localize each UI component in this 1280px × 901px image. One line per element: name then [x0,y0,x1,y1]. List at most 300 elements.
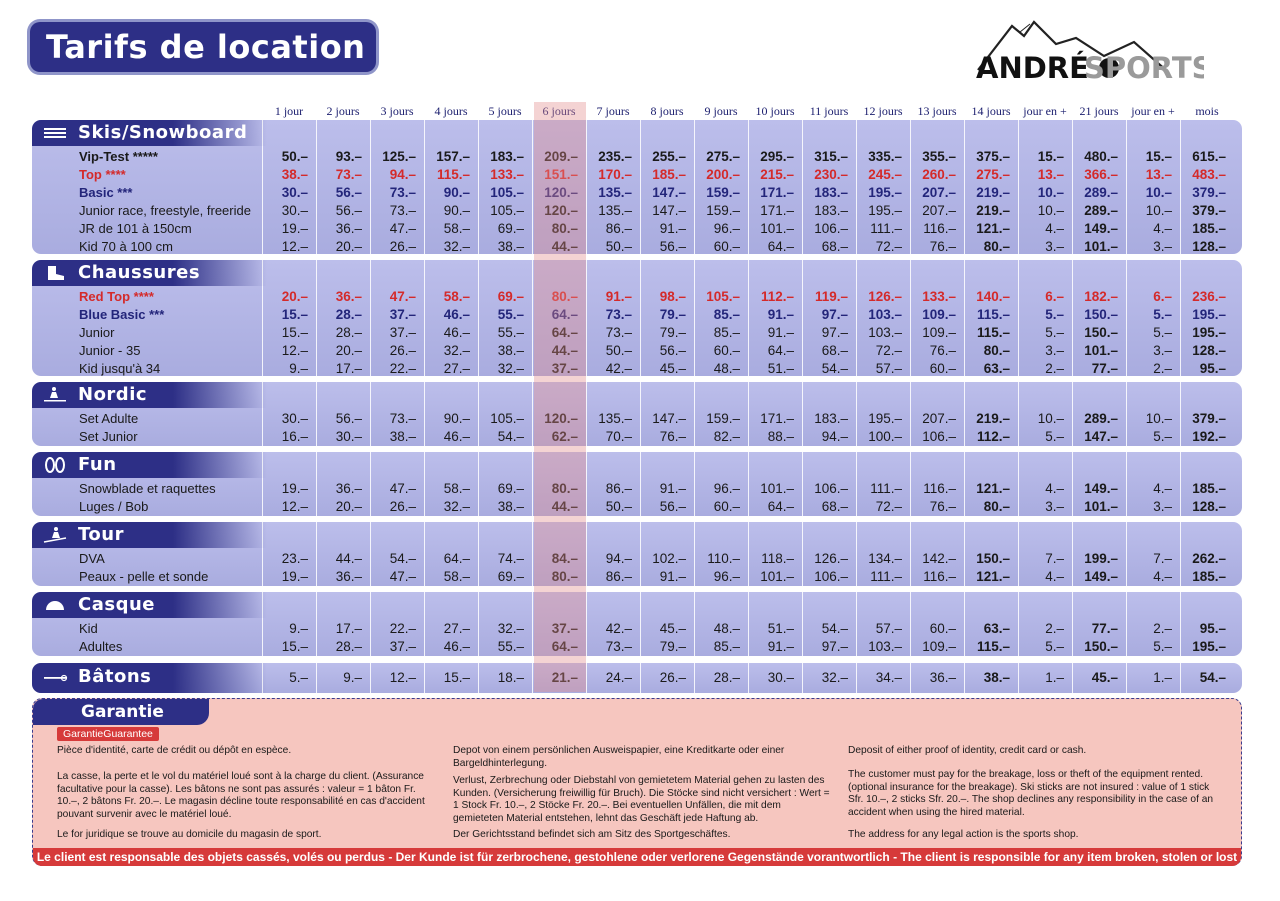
price-cell: 103.– [868,325,902,340]
price-cell: 64.– [767,343,794,358]
price-cell: 34.– [875,670,902,685]
price-cell: 30.– [281,185,308,200]
price-cell: 56.– [659,343,686,358]
price-cell: 2.– [1153,361,1172,376]
price-cell: 20.– [281,289,308,304]
price-cell: 38.– [389,429,416,444]
helmet-icon [42,596,68,614]
table-row [32,638,1242,656]
table-row [32,342,1242,360]
section-1 [32,260,1242,376]
garantie-en-p3: The address for any legal action is the sports shop. [848,829,1079,840]
price-cell: 5.– [289,670,308,685]
price-cell: 32.– [497,361,524,376]
price-cell: 80.– [551,569,578,584]
price-cell: 121.– [976,481,1010,496]
price-cell: 5.– [1153,325,1172,340]
price-cell: 121.– [976,221,1010,236]
price-cell: 79.– [659,307,686,322]
price-cell: 150.– [1084,639,1118,654]
price-cell: 45.– [659,621,686,636]
price-cell: 1.– [1153,670,1172,685]
price-cell: 22.– [389,621,416,636]
price-cell: 19.– [281,221,308,236]
table-row [32,620,1242,638]
price-cell: 70.– [605,429,632,444]
responsibility-footer: Le client est responsable des objets cassés, volés ou perdus - Der Kunde ist für zerbrochene, gestohlene oder verlorene Gegenstände vorantwortlich - The client is responsible for any item broken, stolen or lost [33,848,1241,866]
column-header: 14 jours [971,104,1011,118]
price-cell: 95.– [1199,361,1226,376]
price-cell: 46.– [443,429,470,444]
price-cell: 76.– [929,239,956,254]
price-cell: 20.– [335,239,362,254]
price-cell: 255.– [652,149,686,164]
price-cell: 375.– [976,149,1010,164]
nordic-ski-icon [42,386,68,404]
price-cell: 37.– [551,621,578,636]
price-cell: 93.– [335,149,362,164]
ski-icon [42,124,68,142]
garantie-de-p3: Der Gerichtsstand befindet sich am Sitz des Sportgeschäftes. [453,829,731,840]
price-cell: 135.– [598,185,632,200]
price-cell: 2.– [1045,361,1064,376]
price-cell: 51.– [767,621,794,636]
price-cell: 2.– [1045,621,1064,636]
price-cell: 128.– [1192,499,1226,514]
column-header: 9 jours [704,104,738,118]
price-cell: 91.– [659,221,686,236]
column-header: 13 jours [917,104,957,118]
price-cell: 101.– [1084,343,1118,358]
price-cell: 105.– [706,289,740,304]
price-cell: 20.– [335,499,362,514]
highlight-6-days [534,102,586,692]
price-cell: 68.– [821,239,848,254]
price-cell: 195.– [1192,639,1226,654]
price-cell: 51.– [767,361,794,376]
table-row [32,202,1242,220]
price-cell: 101.– [760,481,794,496]
price-cell: 111.– [870,481,902,496]
price-cell: 62.– [551,429,578,444]
price-cell: 157.– [436,149,470,164]
column-header: 21 jours [1079,104,1119,118]
price-cell: 56.– [335,411,362,426]
price-cell: 149.– [1084,569,1118,584]
section-title: Fun [78,454,117,475]
price-cell: 19.– [281,481,308,496]
price-cell: 4.– [1045,221,1064,236]
section-header [32,592,267,618]
price-cell: 77.– [1091,621,1118,636]
price-cell: 54.– [1199,670,1226,685]
price-cell: 50.– [605,343,632,358]
price-cell: 36.– [335,221,362,236]
price-cell: 12.– [389,670,416,685]
price-cell: 150.– [976,551,1010,566]
price-cell: 72.– [875,239,902,254]
price-cell: 230.– [814,167,848,182]
price-cell: 69.– [497,569,524,584]
price-cell: 73.– [605,639,632,654]
price-cell: 275.– [706,149,740,164]
row-label: Junior [79,325,115,340]
price-cell: 9.– [289,621,308,636]
price-cell: 140.– [976,289,1010,304]
price-cell: 48.– [713,621,740,636]
section-0 [32,120,1242,254]
row-label: Blue Basic *** [79,307,165,322]
price-cell: 22.– [389,361,416,376]
section-title: Skis/Snowboard [78,122,248,143]
price-cell: 335.– [868,149,902,164]
price-cell: 94.– [605,551,632,566]
price-cell: 3.– [1045,239,1064,254]
price-cell: 483.– [1192,167,1226,182]
price-cell: 68.– [821,343,848,358]
price-cell: 12.– [281,343,308,358]
price-cell: 105.– [490,411,524,426]
price-cell: 32.– [443,499,470,514]
table-row [32,166,1242,184]
price-cell: 21.– [551,670,578,685]
row-label: Kid 70 à 100 cm [79,239,173,254]
price-cell: 10.– [1037,411,1064,426]
price-cell: 28.– [335,325,362,340]
price-cell: 116.– [923,221,956,236]
price-cell: 200.– [706,167,740,182]
price-cell: 116.– [923,481,956,496]
price-cell: 7.– [1153,551,1172,566]
price-cell: 101.– [760,569,794,584]
row-label: Set Adulte [79,411,139,426]
garantie-en-p2: The customer must pay for the breakage, loss or theft of the equipment rented. (optional insurance for the breakage). Ski sticks are not insured : value of 1 stick Sfr. 10.–, 2 sticks Sfr. 20.–. The shop declines any responsibility in the case of an accident when using the hired material. [848,769,1214,818]
table-row [32,568,1242,586]
price-cell: 135.– [598,203,632,218]
price-cell: 36.– [335,481,362,496]
price-cell: 54.– [821,621,848,636]
price-cell: 1.– [1045,670,1064,685]
price-cell: 12.– [281,499,308,514]
price-cell: 64.– [767,239,794,254]
price-cell: 60.– [713,239,740,254]
section-title: Bâtons [78,666,152,687]
column-header: 8 jours [650,104,684,118]
price-cell: 20.– [335,343,362,358]
price-cell: 74.– [497,551,524,566]
price-cell: 45.– [659,361,686,376]
price-cell: 192.– [1192,429,1226,444]
price-cell: 102.– [652,551,686,566]
price-cell: 207.– [922,203,956,218]
price-cell: 80.– [551,289,578,304]
price-cell: 142.– [922,551,956,566]
price-cell: 120.– [544,411,578,426]
price-cell: 37.– [551,361,578,376]
price-cell: 15.– [1145,149,1172,164]
price-cell: 109.– [922,307,956,322]
price-cell: 73.– [389,203,416,218]
price-cell: 88.– [767,429,794,444]
price-cell: 2.– [1153,621,1172,636]
garantie-de-p1: Depot von einem persönlichen Ausweispapier, eine Kreditkarte oder einer Bargeldhinterlegung. [453,745,785,769]
row-label: Red Top **** [79,289,154,304]
price-cell: 91.– [659,569,686,584]
price-cell: 101.– [1084,499,1118,514]
price-cell: 101.– [1084,239,1118,254]
price-cell: 126.– [814,551,848,566]
price-cell: 119.– [814,289,848,304]
price-cell: 55.– [497,307,524,322]
price-cell: 44.– [335,551,362,566]
price-cell: 24.– [605,670,632,685]
price-cell: 85.– [713,639,740,654]
price-cell: 183.– [490,149,524,164]
price-cell: 128.– [1192,343,1226,358]
price-cell: 56.– [659,499,686,514]
price-cell: 245.– [868,167,902,182]
price-cell: 183.– [814,411,848,426]
price-cell: 46.– [443,639,470,654]
price-cell: 109.– [922,639,956,654]
price-cell: 47.– [389,481,416,496]
garantie-fr-p3: Le for juridique se trouve au domicile du magasin de sport. [57,829,322,840]
price-cell: 9.– [289,361,308,376]
price-cell: 85.– [713,325,740,340]
price-cell: 13.– [1037,167,1064,182]
price-cell: 15.– [281,325,308,340]
price-cell: 55.– [497,639,524,654]
row-label: Basic *** [79,185,133,200]
price-cell: 3.– [1153,343,1172,358]
column-header: 12 jours [863,104,903,118]
price-cell: 15.– [443,670,470,685]
price-cell: 86.– [605,569,632,584]
price-cell: 55.– [497,325,524,340]
table-row [32,498,1242,516]
price-cell: 9.– [343,670,362,685]
price-cell: 295.– [760,149,794,164]
price-cell: 207.– [922,185,956,200]
price-cell: 3.– [1045,343,1064,358]
price-cell: 5.– [1153,639,1172,654]
price-cell: 73.– [605,325,632,340]
price-cell: 115.– [976,325,1010,340]
price-cell: 30.– [281,203,308,218]
price-cell: 100.– [868,429,902,444]
price-cell: 101.– [760,221,794,236]
price-cell: 69.– [497,481,524,496]
price-cell: 150.– [1084,325,1118,340]
price-cell: 12.– [281,239,308,254]
price-cell: 120.– [544,203,578,218]
section-title: Chaussures [78,262,201,283]
price-cell: 183.– [814,185,848,200]
price-cell: 366.– [1084,167,1118,182]
price-cell: 112.– [976,429,1010,444]
section-header [32,382,267,408]
price-cell: 28.– [335,307,362,322]
price-cell: 147.– [652,203,686,218]
column-header: 10 jours [755,104,795,118]
price-cell: 15.– [281,639,308,654]
price-cell: 5.– [1045,325,1064,340]
price-cell: 10.– [1037,185,1064,200]
price-cell: 26.– [389,499,416,514]
price-cell: 60.– [713,499,740,514]
price-cell: 79.– [659,325,686,340]
price-cell: 103.– [868,307,902,322]
price-cell: 151.– [544,167,578,182]
price-cell: 42.– [605,621,632,636]
price-cell: 159.– [706,185,740,200]
price-cell: 110.– [707,551,740,566]
column-header: 7 jours [596,104,630,118]
price-cell: 64.– [551,307,578,322]
price-cell: 80.– [983,499,1010,514]
section-header [32,260,267,286]
row-label: Junior race, freestyle, freeride [79,203,251,218]
price-cell: 133.– [922,289,956,304]
price-cell: 105.– [490,185,524,200]
row-label: Vip-Test ***** [79,149,158,164]
table-row [32,480,1242,498]
price-cell: 379.– [1192,185,1226,200]
price-cell: 133.– [490,167,524,182]
price-cell: 159.– [706,203,740,218]
price-cell: 106.– [814,221,848,236]
price-cell: 289.– [1084,411,1118,426]
price-cell: 30.– [281,411,308,426]
price-cell: 219.– [976,203,1010,218]
section-3 [32,452,1242,516]
price-cell: 215.– [760,167,794,182]
price-cell: 5.– [1153,307,1172,322]
price-cell: 63.– [983,621,1010,636]
price-cell: 63.– [983,361,1010,376]
price-cell: 185.– [1192,221,1226,236]
price-cell: 56.– [659,239,686,254]
column-header: 1 jour [274,104,304,118]
page-title: Tarifs de location [46,28,366,66]
price-cell: 195.– [1192,325,1226,340]
price-cell: 60.– [713,343,740,358]
price-cell: 207.– [922,411,956,426]
price-cell: 115.– [976,639,1010,654]
price-cell: 289.– [1084,203,1118,218]
price-cell: 80.– [551,481,578,496]
price-cell: 18.– [497,670,524,685]
price-cell: 56.– [335,203,362,218]
price-cell: 37.– [389,639,416,654]
price-cell: 135.– [598,411,632,426]
price-cell: 54.– [821,361,848,376]
table-row [32,669,1242,687]
price-cell: 6.– [1045,289,1064,304]
price-cell: 72.– [875,499,902,514]
price-cell: 98.– [659,289,686,304]
price-cell: 44.– [551,499,578,514]
price-cell: 615.– [1192,149,1226,164]
price-cell: 42.– [605,361,632,376]
column-header: 11 jours [809,104,849,118]
price-cell: 3.– [1045,499,1064,514]
price-cell: 96.– [713,569,740,584]
price-cell: 27.– [443,621,470,636]
price-cell: 58.– [443,481,470,496]
price-cell: 185.– [1192,569,1226,584]
price-cell: 37.– [389,307,416,322]
garantie-fr-p2: La casse, la perte et le vol du matériel loué sont à la charge du client. (Assurance facultative pour la casse). Les bâtons ne sont pas assurés : valeur = 1 bâton Fr. 10.–, 2 bâtons Fr. 20.–. Le magasin décline toute responsabilité en cas d'accident pouvant survenir avec le matériel loué. [57,771,425,820]
price-cell: 64.– [551,639,578,654]
price-cell: 112.– [760,289,794,304]
price-cell: 90.– [443,203,470,218]
price-cell: 28.– [335,639,362,654]
price-cell: 289.– [1084,185,1118,200]
price-cell: 4.– [1045,481,1064,496]
section-header [32,120,267,146]
garantie-en-p1: Deposit of either proof of identity, credit card or cash. [848,745,1087,756]
price-cell: 125.– [382,149,416,164]
price-cell: 58.– [443,289,470,304]
price-cell: 38.– [281,167,308,182]
price-cell: 80.– [983,239,1010,254]
table-row [32,550,1242,568]
price-cell: 26.– [659,670,686,685]
price-cell: 44.– [551,239,578,254]
price-cell: 150.– [1084,307,1118,322]
price-cell: 171.– [760,411,794,426]
price-cell: 26.– [389,343,416,358]
price-cell: 120.– [544,185,578,200]
price-cell: 219.– [976,185,1010,200]
column-header: jour en + [1131,104,1175,118]
price-cell: 480.– [1084,149,1118,164]
price-cell: 170.– [598,167,632,182]
table-row [32,410,1242,428]
price-cell: 17.– [335,621,362,636]
page-title-box [30,22,376,72]
price-cell: 106.– [814,481,848,496]
price-cell: 80.– [551,221,578,236]
price-cell: 90.– [443,185,470,200]
price-cell: 19.– [281,569,308,584]
price-cell: 13.– [1145,167,1172,182]
price-cell: 90.– [443,411,470,426]
price-cell: 68.– [821,499,848,514]
price-cell: 15.– [1037,149,1064,164]
garantie-header [33,699,209,725]
table-row [32,324,1242,342]
price-cell: 58.– [443,221,470,236]
column-header: jour en + [1023,104,1067,118]
row-label: Top **** [79,167,126,182]
price-cell: 96.– [713,221,740,236]
price-cell: 149.– [1084,221,1118,236]
price-cell: 355.– [922,149,956,164]
price-cell: 134.– [868,551,902,566]
andre-sports-logo [972,12,1204,98]
row-label: Junior - 35 [79,343,141,358]
price-cell: 3.– [1153,499,1172,514]
row-label: Kid jusqu'à 34 [79,361,161,376]
price-cell: 80.– [983,343,1010,358]
price-cell: 60.– [929,361,956,376]
column-header: mois [1195,104,1219,118]
price-cell: 32.– [497,621,524,636]
price-cell: 23.– [281,551,308,566]
price-cell: 182.– [1084,289,1118,304]
